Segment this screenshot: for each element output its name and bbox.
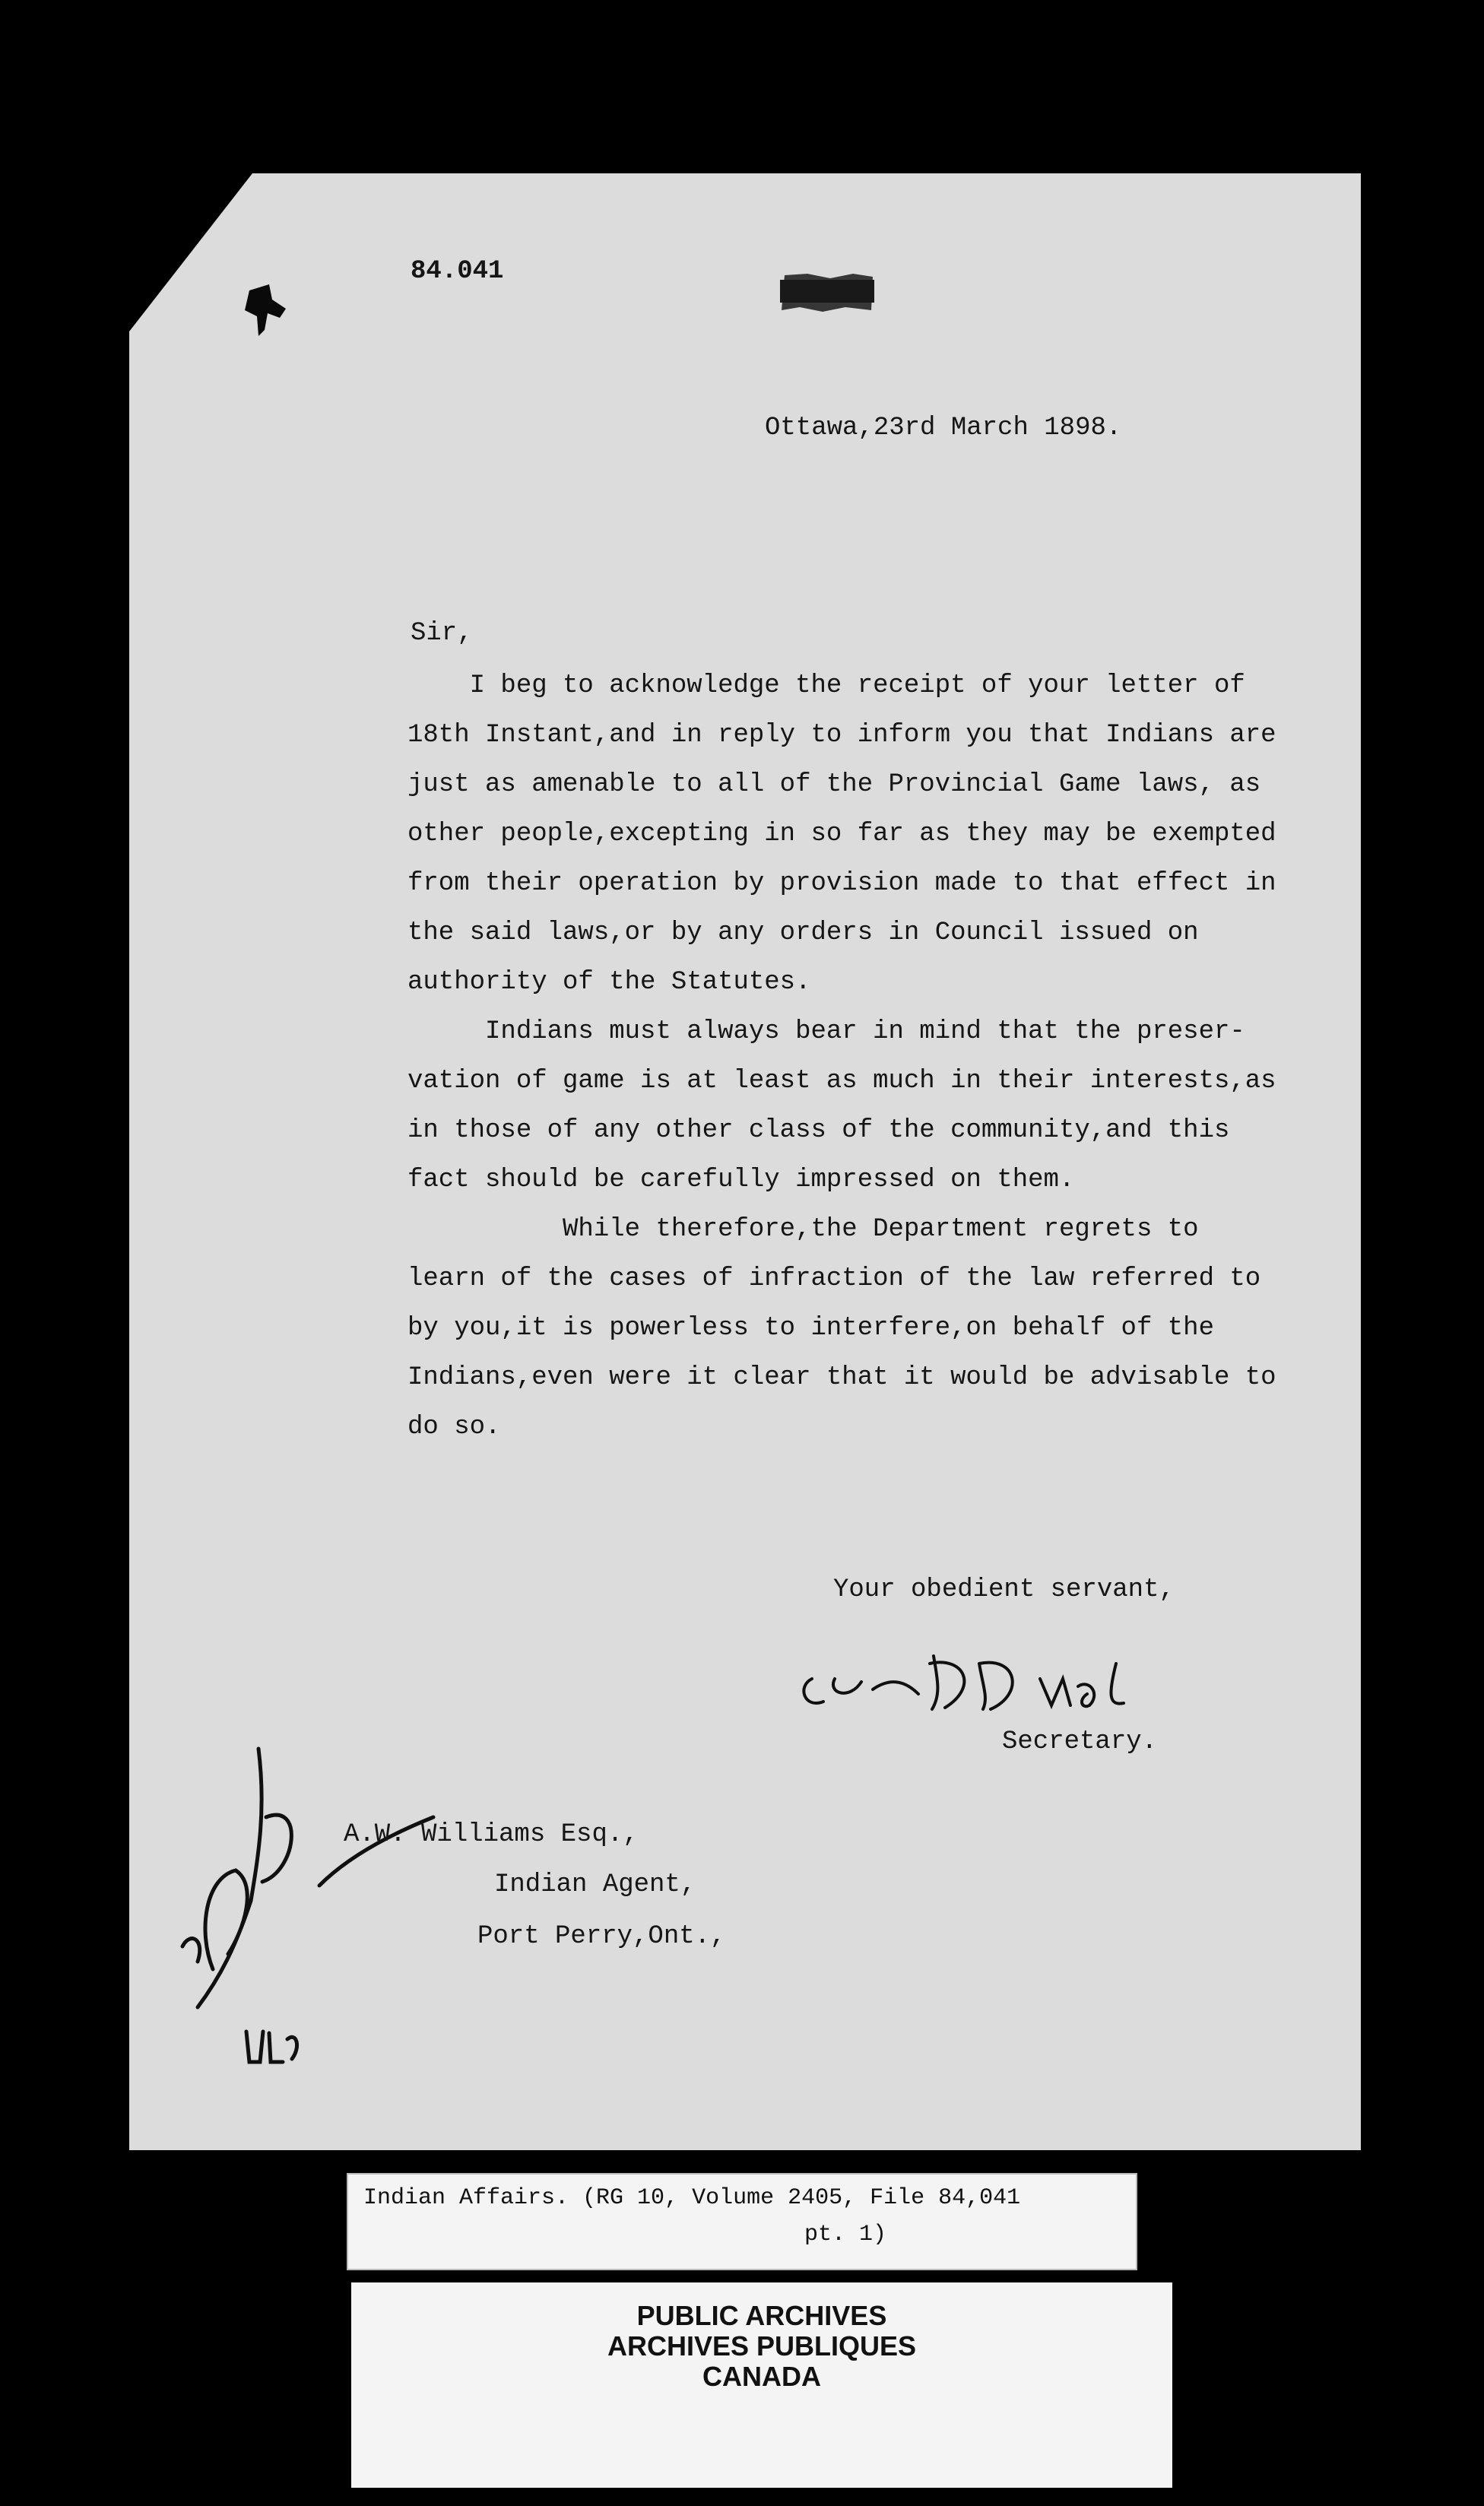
body-line: fact should be carefully impressed on them.	[407, 1166, 1075, 1194]
salutation: Sir,	[411, 619, 473, 648]
body-line: by you,it is powerless to interfere,on behalf of the	[407, 1314, 1214, 1343]
body-line: do so.	[407, 1413, 501, 1442]
handwritten-initials	[152, 1718, 441, 2022]
archive-line-2: ARCHIVES PUBLIQUES	[607, 2330, 917, 2362]
reference-label	[347, 2173, 1137, 2270]
archive-label	[351, 2282, 1172, 2488]
body-line: 18th Instant,and in reply to inform you that Indians are	[407, 721, 1276, 750]
body-line: other people,excepting in so far as they may be exempted	[407, 820, 1276, 849]
body-line: authority of the Statutes.	[407, 968, 811, 997]
archive-line-1: PUBLIC ARCHIVES	[636, 2300, 887, 2331]
body-line: in those of any other class of the community,and this	[407, 1116, 1230, 1145]
address-line: Indian Agent,	[494, 1870, 696, 1899]
archive-line-3: CANADA	[702, 2361, 821, 2392]
body-line: just as amenable to all of the Provincial Game laws, as	[407, 770, 1261, 799]
signature-title: Secretary.	[1002, 1727, 1158, 1756]
body-line: learn of the cases of infraction of the law referred to	[407, 1264, 1261, 1293]
struck-out-stamp	[777, 272, 877, 313]
body-line: the said laws,or by any orders in Council issued on	[407, 918, 1199, 947]
address-line: A.W. Williams Esq.,	[344, 1820, 639, 1849]
corner-ink-mark	[242, 283, 290, 339]
closing: Your obedient servant,	[833, 1575, 1175, 1604]
body-line: Indians,even were it clear that it would be advisable to	[407, 1363, 1276, 1392]
body-line: While therefore,the Department regrets to	[407, 1215, 1199, 1244]
reference-line-1: Indian Affairs. (RG 10, Volume 2405, File 84,041	[363, 2185, 1021, 2211]
body-line: vation of game is at least as much in their interests,as	[407, 1067, 1276, 1096]
letter-body	[407, 661, 1289, 1452]
body-line: Indians must always bear in mind that the preser-	[407, 1017, 1245, 1046]
body-line: I beg to acknowledge the receipt of your letter of	[407, 671, 1245, 700]
address-line: Port Perry,Ont.,	[477, 1922, 726, 1951]
letter-date: Ottawa,23rd March 1898.	[765, 414, 1122, 443]
reference-line-2: pt. 1)	[804, 2222, 887, 2247]
body-line: from their operation by provision made to that effect in	[407, 869, 1276, 898]
handwritten-signature	[789, 1633, 1139, 1724]
handwritten-mark	[242, 2024, 303, 2073]
file-number: 84.041	[411, 257, 504, 286]
